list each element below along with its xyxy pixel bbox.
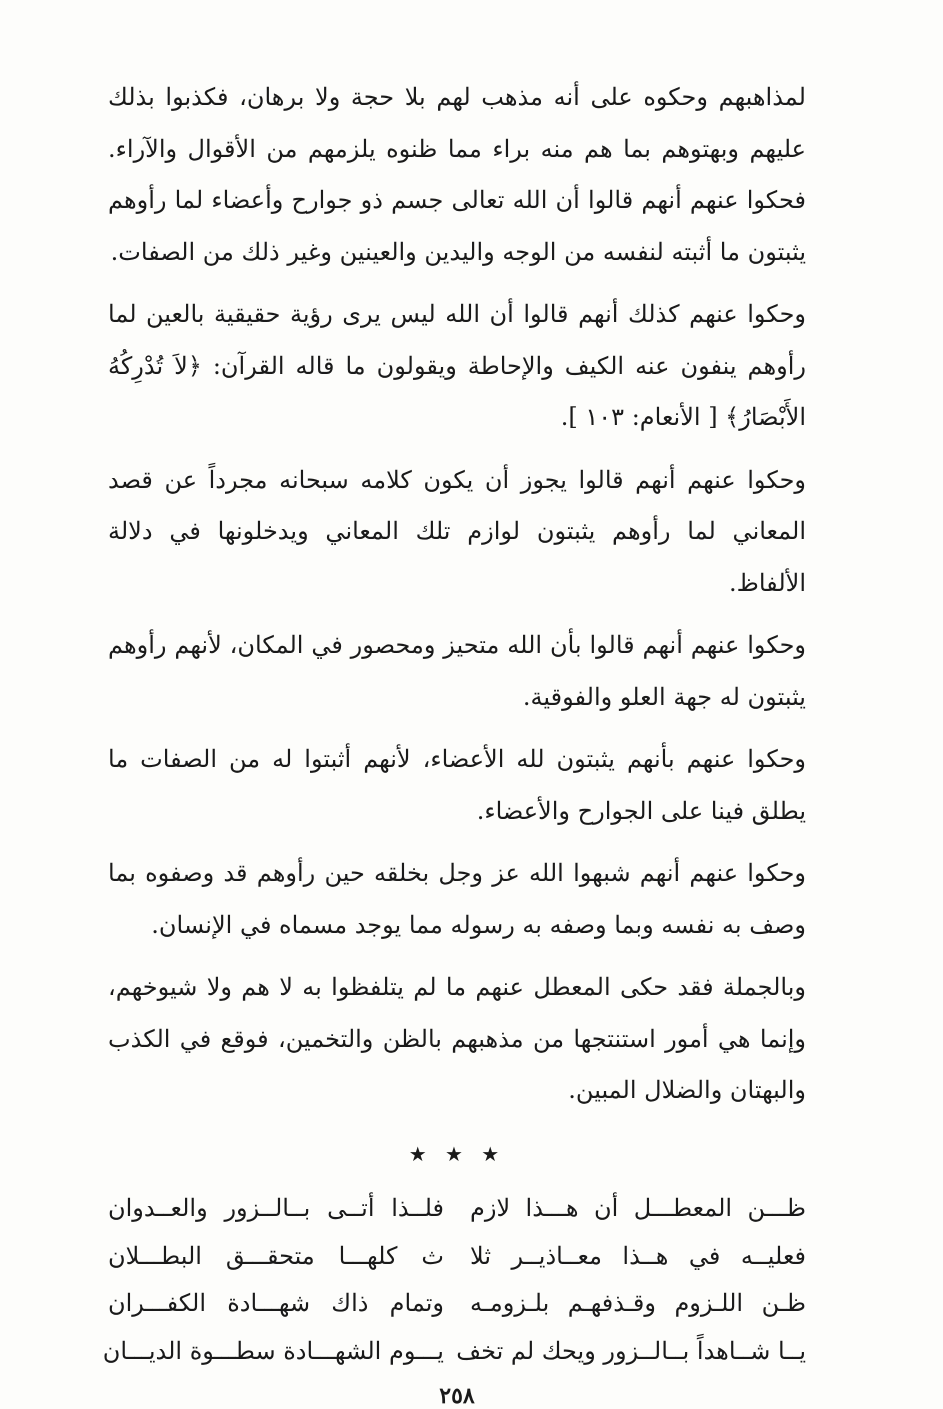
verse-1 bbox=[108, 1185, 806, 1233]
verse-4-second-hemistich: يـــوم الشهـــادة سطـــوة الديـــان bbox=[102, 1336, 444, 1365]
paragraph-4: وحكوا عنهم أنهم قالوا بأن الله متحيز ومحصور في المكان، لأنهم رأوهم يثبتون له جهة العلو والفوقية. bbox=[108, 631, 806, 711]
verse-2-first-hemistich: فعليــه في هــذا معــاذيــر ثلا bbox=[470, 1241, 806, 1270]
verse-3-second-hemistich: وتمام ذاك شهـــادة الكفـــران bbox=[108, 1289, 444, 1318]
paragraph-5: وحكوا عنهم بأنهم يثبتون لله الأعضاء، لأنهم أثبتوا له من الصفات ما يطلق فينا على الجوارح والأعضاء. bbox=[108, 745, 806, 825]
verse-2 bbox=[108, 1232, 806, 1280]
body-text bbox=[108, 72, 806, 1117]
verse-4 bbox=[102, 1327, 806, 1375]
verse-4-first-hemistich: يــا شــاهداً بــالــزور ويحك لم تخف bbox=[456, 1336, 806, 1365]
paragraph-3: وحكوا عنهم أنهم قالوا يجوز أن يكون كلامه سبحانه مجرداً عن قصد المعاني لما رأوهم يثبتون لوازم تلك المعاني ويدخلونها في دلالة الألفاظ. bbox=[108, 465, 806, 597]
verse-2-second-hemistich: ث كلهـــا متحقـــق البطـــلان bbox=[108, 1241, 444, 1270]
verse-3 bbox=[108, 1280, 806, 1328]
poem bbox=[102, 1185, 806, 1375]
section-separator: ★ ★ ★ bbox=[408, 1141, 506, 1166]
verse-1-second-hemistich: فلــذا أتــى بــالــزور والعــدوان bbox=[108, 1194, 444, 1223]
verse-1-first-hemistich: ظـــن المعطـــل أن هـــذا لازم bbox=[470, 1194, 806, 1223]
paragraph-6: وحكوا عنهم أنهم شبهوا الله عز وجل بخلقه حين رأوهم قد وصفوه بما وصف به نفسه وبما وصفه به رسوله مما يوجد مسماه في الإنسان. bbox=[108, 859, 806, 939]
verse-3-first-hemistich: ظـن اللـزوم وقـذفهـم بلـزومـه bbox=[470, 1289, 806, 1318]
paragraph-2: وحكوا عنهم كذلك أنهم قالوا أن الله ليس يرى رؤية حقيقية بالعين لما رأوهم ينفون عنه الكيف والإحاطة ويقولون ما قاله القرآن: ﴿لاَ تُدْرِكُهُ الأَبْصَارُ﴾ [ الأنعام: ١٠٣ ]. bbox=[108, 300, 807, 431]
page-number: ٢٥٨ bbox=[439, 1382, 475, 1409]
document-page bbox=[102, 72, 807, 1409]
paragraph-7: وبالجملة فقد حكى المعطل عنهم ما لم يتلفظوا به لا هم ولا شيوخهم، وإنما هي أمور استنتجها من مذهبهم بالظن والتخمين، فوقع في الكذب والبهتان والضلال المبين. bbox=[108, 973, 806, 1104]
paragraph-1: لمذاهبهم وحكوه على أنه مذهب لهم بلا حجة ولا برهان، فكذبوا بذلك عليهم وبهتوهم بما هم منه براء مما ظنوه يلزمهم من الأقوال والآراء. فحكوا عنهم أنهم قالوا أن الله تعالى جسم ذو جوارح وأعضاء لما رأوهم يثبتون ما أثبته لنفسه من الوجه واليدين والعينين وغير ذلك من الصفات. bbox=[108, 83, 806, 266]
